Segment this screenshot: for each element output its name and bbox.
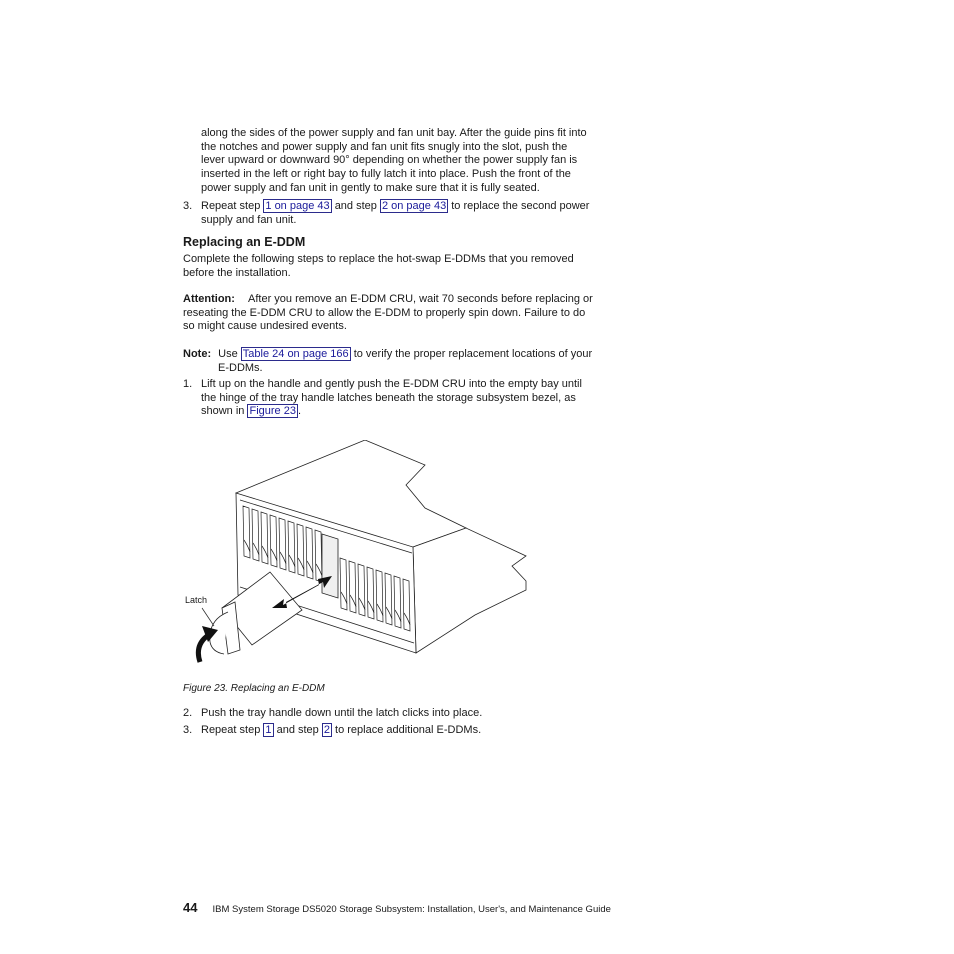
text-line: before the installation. — [183, 266, 291, 279]
link-figure-23[interactable]: Figure 23 — [249, 405, 296, 418]
text: to replace additional E-DDMs. — [335, 724, 482, 736]
text: Repeat step — [201, 200, 261, 212]
text-line: the hinge of the tray handle latches beneath the storage subsystem bezel, as — [201, 391, 576, 404]
text-line: so might cause undesired events. — [183, 320, 347, 333]
latch-label: Latch — [185, 595, 208, 605]
text: Repeat step — [201, 724, 261, 736]
text: After you remove an E-DDM CRU, wait 70 seconds before replacing or — [248, 293, 593, 305]
text-line: lever upward or downward 90° depending on whether the power supply fan is — [201, 154, 578, 167]
text-line: power supply and fan unit in gently to make sure that it is fully seated. — [201, 181, 540, 194]
section-heading: Replacing an E-DDM — [183, 235, 306, 249]
intro-paragraph — [201, 127, 641, 196]
step-2: Push the tray handle down until the latch clicks into place. — [201, 707, 483, 719]
step-number: 2. — [183, 707, 193, 719]
note — [183, 348, 623, 375]
step-number: 3. — [183, 724, 193, 736]
text-line: E-DDMs. — [218, 361, 263, 374]
text: to replace the second power — [451, 200, 590, 212]
text-line: the notches and power supply and fan unit fits snugly into the slot, push the — [201, 140, 568, 153]
link-step-1[interactable]: 1 — [265, 724, 272, 736]
step-3 — [201, 724, 641, 738]
text-line: reseating the E-DDM CRU to allow the E-DDM to properly spin down. Failure to do — [183, 306, 586, 319]
step-number: 3. — [183, 200, 193, 212]
link-step-2[interactable]: 2 on page 43 — [381, 200, 447, 212]
section-intro — [183, 253, 623, 280]
text: and step — [334, 200, 377, 212]
link-step-2[interactable]: 2 — [323, 724, 330, 736]
attention-label: Attention: — [183, 293, 235, 305]
page-footer — [183, 900, 611, 915]
e-ddm-illustration — [180, 440, 540, 675]
note-label: Note: — [183, 348, 212, 360]
figure-caption: Figure 23. Replacing an E-DDM — [183, 683, 325, 694]
step-3-power — [201, 200, 641, 227]
text-line: Lift up on the handle and gently push the E-DDM CRU into the empty bay until — [201, 378, 582, 390]
step-1 — [201, 378, 641, 419]
step-number: 1. — [183, 378, 193, 390]
attention-notice — [183, 293, 623, 334]
link-table-24[interactable]: Table 24 on page 166 — [242, 348, 349, 360]
text-line: along the sides of the power supply and fan unit bay. After the guide pins fit into — [201, 127, 587, 139]
text-line: Complete the following steps to replace the hot-swap E-DDMs that you removed — [183, 253, 574, 265]
text-line: supply and fan unit. — [201, 213, 297, 226]
text-line: inserted in the left or right bay to fully latch it into place. Push the front of the — [201, 168, 571, 181]
text: to verify the proper replacement locations of your — [353, 348, 593, 360]
page-number: 44 — [183, 900, 198, 915]
text: Use — [218, 348, 238, 360]
footer-title: IBM System Storage DS5020 Storage Subsystem: Installation, User's, and Maintenance Guide — [212, 904, 611, 915]
text: shown in — [201, 405, 245, 418]
text: . — [297, 405, 302, 418]
text: and step — [276, 724, 319, 736]
link-step-1[interactable]: 1 on page 43 — [265, 200, 330, 212]
